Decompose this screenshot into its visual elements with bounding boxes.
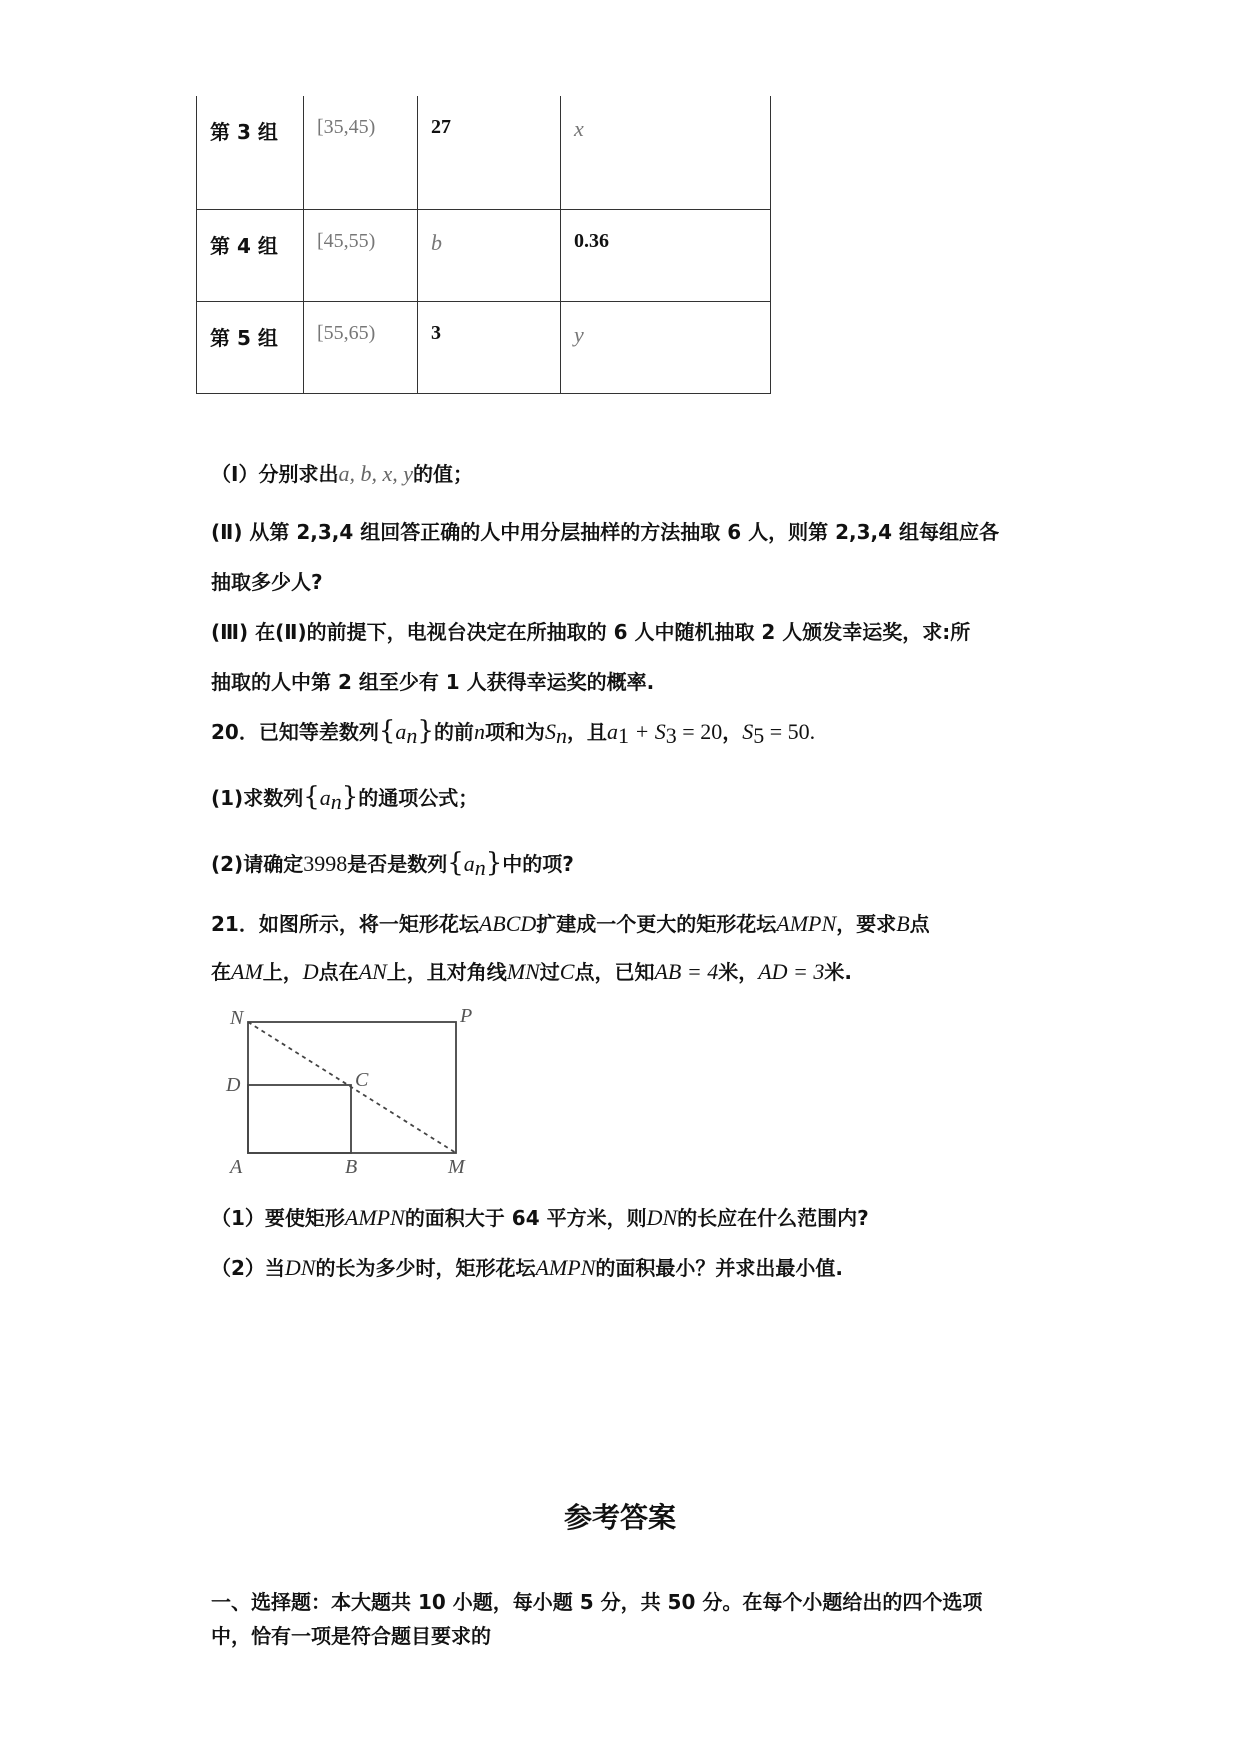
- q19-part3-line2: 抽取的人中第 2 组至少有 1 人获得幸运奖的概率.: [211, 670, 655, 694]
- answer-title: 参考答案: [563, 1501, 676, 1534]
- interval-cell: [35,45): [304, 96, 418, 209]
- table-row: [197, 301, 771, 393]
- interval-cell: [45,55): [304, 209, 418, 301]
- q20-stem: 20．已知等差数列$\{a_n\}$的前n项和为$S_n$，且$a_1 + S_3 = 20$，$S_5 = 50$.: [211, 716, 816, 749]
- label-a: A: [230, 1156, 243, 1175]
- q19-part3-line1: (Ⅲ) 在(Ⅱ)的前提下，电视台决定在所抽取的 6 人中随机抽取 2 人颁发幸运奖，求:所: [211, 620, 971, 644]
- q20-sub1: (1)求数列$\{a_n\}$的通项公式；: [211, 782, 479, 815]
- q21-stem-line2: 在AM上，D点在AN上，且对角线MN过C点，已知AB = 4米，AD = 3米.: [211, 959, 852, 984]
- table-row: [197, 96, 771, 209]
- label-c: C: [355, 1069, 369, 1091]
- q19-part2-line1: (Ⅱ) 从第 2,3,4 组回答正确的人中用分层抽样的方法抽取 6 人，则第 2,3,4 组每组应各: [211, 520, 999, 544]
- label-d: D: [226, 1074, 241, 1096]
- rectangle-figure: [220, 1000, 480, 1175]
- group-cell: 第 3 组: [197, 96, 304, 209]
- answer-section-line2: 中，恰有一项是符合题目要求的: [211, 1624, 491, 1648]
- q21-stem-line1: 21．如图所示，将一矩形花坛ABCD扩建成一个更大的矩形花坛AMPN，要求B点: [211, 911, 930, 936]
- frequency-cell: x: [561, 96, 771, 209]
- q21-sub2: （2）当DN的长为多少时，矩形花坛AMPN的面积最小？并求出最小值.: [211, 1255, 843, 1280]
- count-cell: 27: [418, 96, 561, 209]
- q20-sub2: (2)请确定3998是否是数列$\{a_n\}$中的项?: [211, 848, 574, 881]
- group-cell: 第 5 组: [197, 301, 304, 393]
- frequency-cell: 0.36: [561, 209, 771, 301]
- inner-rectangle-abcd: [248, 1085, 351, 1153]
- frequency-table: [196, 96, 771, 394]
- count-cell: 3: [418, 301, 561, 393]
- frequency-cell: y: [561, 301, 771, 393]
- label-m: M: [448, 1156, 465, 1175]
- group-cell: 第 4 组: [197, 209, 304, 301]
- q19-part1: （Ⅰ）分别求出a, b, x, y的值；: [211, 461, 473, 486]
- count-cell: b: [418, 209, 561, 301]
- diagonal-mn: [248, 1022, 456, 1153]
- interval-cell: [55,65): [304, 301, 418, 393]
- label-n: N: [230, 1007, 244, 1029]
- q19-part2-line2: 抽取多少人?: [211, 570, 323, 594]
- table-row: [197, 209, 771, 301]
- q21-sub1: （1）要使矩形AMPN的面积大于 64 平方米，则DN的长应在什么范围内?: [211, 1205, 869, 1230]
- label-b: B: [345, 1156, 358, 1175]
- answer-section-line1: 一、选择题：本大题共 10 小题，每小题 5 分，共 50 分。在每个小题给出的四个选项: [211, 1590, 983, 1614]
- label-p: P: [460, 1005, 473, 1027]
